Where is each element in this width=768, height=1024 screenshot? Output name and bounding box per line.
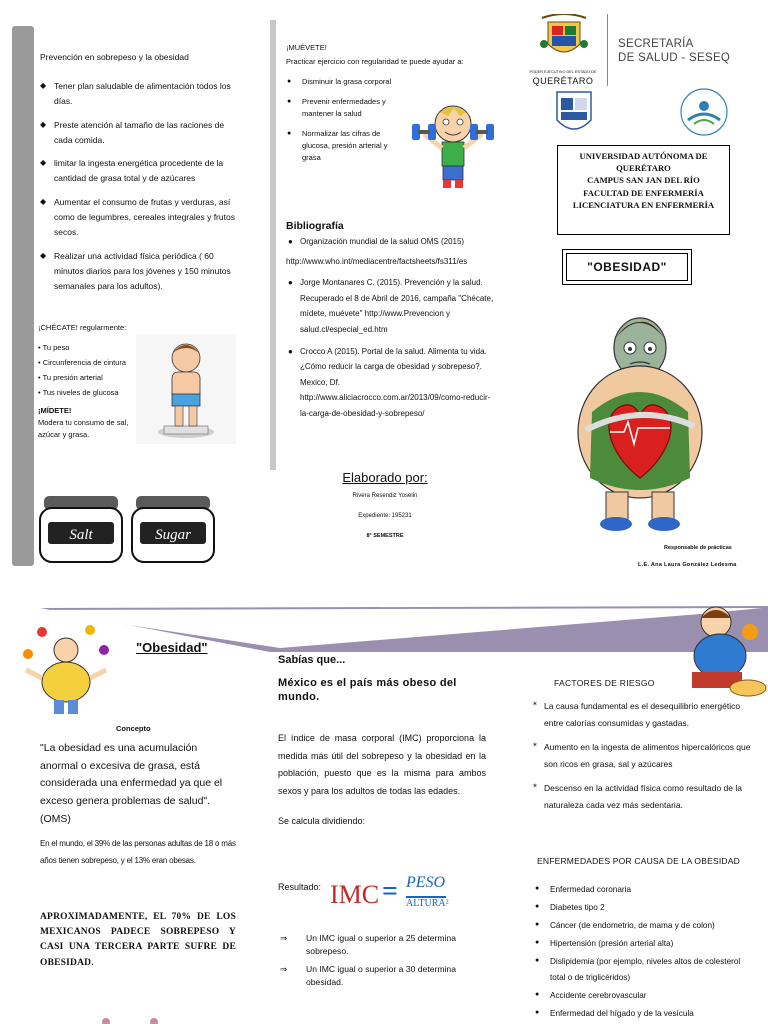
prevention-column: [40, 50, 236, 302]
midete-text: Modera tu consumo de sal, azúcar y grasa.: [38, 418, 129, 439]
queretaro-coat-of-arms: [538, 14, 590, 64]
author-name: Rivera Resendiz Yoselin: [352, 493, 418, 499]
resultado-label: Resultado:: [278, 882, 322, 892]
list-item: ● Disminuir la grasa corporal: [286, 76, 404, 88]
list-item: ● Jorge Montanares C. (2015). Prevención y la salud. Recuperado el 8 de Abril de 2016, campaña "Chécate, mídete, muévete" http://www.Prevencion y salud.cl/especial_ed.htm: [288, 278, 494, 334]
uaq-shield-logo: [555, 90, 593, 138]
bibliography-section: [286, 220, 498, 422]
checate-section: [38, 322, 134, 441]
checate-item: • Circunferencia de cintura: [38, 358, 127, 367]
list-item: ● Accidente cerebrovascular: [534, 988, 752, 1004]
list-item: ◆ Preste atención al tamaño de las raciones de cada comida.: [40, 118, 236, 148]
list-item: ⇒ Un IMC igual o superior a 30 determina obesidad.: [278, 963, 488, 990]
list-item: ● Prevenir enfermedades y mantener la salud: [286, 96, 404, 120]
formula-imc: IMC: [330, 880, 380, 909]
enfermeria-logo: [676, 86, 732, 138]
checate-item: • Tu peso: [38, 343, 70, 352]
brochure-title-box: [562, 249, 692, 285]
list-item: ● Enfermedad coronaria: [534, 882, 752, 898]
fold-line: [270, 20, 276, 470]
bottom-title: "Obesidad": [136, 640, 208, 655]
list-item: ✶ Descenso en la actividad física como resultado de la naturaleza cada vez más sedentaria.: [532, 780, 752, 815]
concepto-label: Concepto: [116, 724, 151, 733]
mexico-stat: APROXIMADAMENTE, EL 70% DE LOS MEXICANOS PADECE SOBREPESO Y CASI UNA TERCERA PARTE SUFRE DE OBESIDAD.: [40, 912, 236, 968]
checate-item: • Tus niveles de glucosa: [38, 388, 119, 397]
world-stat: En el mundo, el 39% de las personas adultas de 18 o más años tienen sobrepeso, y el 13% eran obesas.: [40, 839, 236, 865]
muevete-list: [286, 76, 404, 164]
midete-title: ¡MÍDETE!: [38, 406, 72, 415]
list-item: ◆ Realizar una actividad física periódica ( 60 minutos diarios para los jóvenes y 150 minutos semanales para los adultos).: [40, 249, 236, 294]
responsable-label: Responsable de prácticas: [664, 545, 732, 551]
partial-illustration-bottom: [96, 1016, 166, 1024]
queretaro-label: QUERÉTARO: [532, 76, 594, 86]
bibliography-list: [286, 234, 498, 422]
bottom-sheet: [0, 580, 768, 1024]
obese-man-heart-illustration: [566, 302, 716, 534]
formula-numerator: PESO: [406, 874, 446, 891]
list-item: http://www.who.int/mediacentre/factsheets/fs311/es: [286, 256, 468, 266]
university-line: UNIVERSIDAD AUTÓNOMA DE QUERÉTARO: [579, 151, 708, 174]
expediente: Expediente: 195231: [358, 513, 412, 519]
list-item: ● Normalizar las cifras de glucosa, presión arterial y grasa: [286, 128, 404, 164]
boy-scale-illustration: [136, 334, 236, 444]
university-line: LICENCIATURA EN ENFERMERÍA: [572, 199, 715, 210]
list-item: ● Cáncer (de endometrio, de mama y de colon): [534, 918, 752, 934]
muevete-intro: Practicar ejercicio con regularidad te puede ayudar a:: [286, 57, 464, 66]
mexico-fact: México es el país más obeso del mundo.: [278, 677, 457, 704]
university-line: CAMPUS SAN JAN DEL RÍO: [587, 175, 700, 186]
list-item: ◆ limitar la ingesta energética procedente de la cantidad de grasa total y de azúcares: [40, 156, 236, 186]
prevention-list: [40, 79, 236, 294]
purple-header-band: [0, 604, 768, 656]
list-item: ● Enfermedad del hígado y de la vesícula: [534, 1006, 752, 1022]
logo-divider: [607, 14, 608, 86]
factores-title: FACTORES DE RIESGO: [554, 678, 655, 688]
university-line: FACULTAD DE ENFERMERÍA: [583, 187, 704, 198]
list-item: ◆ Tener plan saludable de alimentación todos los días.: [40, 79, 236, 109]
formula-denominator: ALTURA²: [406, 898, 449, 909]
secretaria-logo-text: [618, 38, 730, 66]
enfermedades-list: [534, 882, 752, 1024]
list-item: ● Crocco A (2015). Portal de la salud. Alimenta tu vida. ¿Cómo reducir la carga de obesidad y sobrepeso?. Mexico, Df. http://www.aliciacrocco.com.ar/2013/09/como-reducir-la-carga-de-obesidad-y-sobrepeso/: [288, 346, 491, 418]
factores-list: [532, 698, 752, 821]
list-item: ● Dislipidemia (por ejemplo, niveles altos de colesterol total o de triglicéridos): [534, 954, 752, 986]
sugar-label: Sugar: [155, 527, 191, 543]
muevete-title: ¡MUÉVETE!: [286, 43, 327, 52]
left-binding-strip: [12, 26, 34, 566]
boy-dumbbells-illustration: [410, 100, 496, 192]
university-box: [557, 145, 730, 235]
elaborado-title: Elaborado por:: [342, 470, 428, 485]
checate-title: ¡CHÉCATE! regularmente:: [38, 323, 127, 332]
list-item: ◆ Aumentar el consumo de frutas y verduras, así como de legumbres, cereales integrales y frutos secos.: [40, 195, 236, 240]
secretaria-line2: DE SALUD - SESEQ: [618, 51, 731, 64]
junk-food-boy-illustration: [20, 620, 112, 720]
list-item: ⇒ Un IMC igual o superior a 25 determina sobrepeso.: [278, 932, 488, 959]
list-item: ✶ La causa fundamental es el desequilibrio energético entre calorías consumidas y gastadas.: [532, 698, 752, 733]
salt-sugar-jars-illustration: [38, 492, 216, 568]
list-item: ✶ Aumento en la ingesta de alimentos hipercalóricos que son ricos en grasa, sal y azúcares: [532, 739, 752, 774]
elaborado-section: [310, 470, 460, 539]
list-item: ● Diabetes tipo 2: [534, 900, 752, 916]
enfermedades-title: ENFERMEDADES POR CAUSA DE LA OBESIDAD: [537, 856, 740, 866]
gov-small-text: PODER EJECUTIVO DEL ESTADO DE: [529, 70, 597, 74]
checate-item: • Tu presión arterial: [38, 373, 103, 382]
list-item: ● Hipertensión (presión arterial alta): [534, 936, 752, 952]
formula-equals: =: [382, 876, 398, 907]
list-item: ● Organización mundial de la salud OMS (2015): [288, 237, 465, 246]
imc-text: El índice de masa corporal (IMC) proporciona la medida más útil del sobrepeso y la obesidad en la población, puesto que es la misma para ambos sexos y para los adultos de todas las edades.: [278, 733, 486, 796]
calc-text: Se calcula dividiendo:: [278, 816, 366, 826]
salt-label: Salt: [69, 527, 93, 543]
semestre: 8° SEMESTRE: [366, 533, 404, 539]
definition-text: "La obesidad es una acumulación anormal o excesiva de grasa, está considerada una enfermedad ya que el exceso genera problemas de salud". (OMS): [40, 742, 223, 825]
responsable-name: L.E. Ana Laura González Ledesma: [638, 562, 737, 568]
sabias-title: Sabías que...: [278, 654, 346, 666]
secretaria-line1: SECRETARÍA: [618, 38, 694, 50]
bibliography-title: Bibliografía: [286, 220, 344, 232]
boy-eating-illustration: [684, 602, 768, 700]
imc-results-list: [278, 932, 488, 989]
brochure-title: "OBESIDAD": [566, 253, 688, 281]
prevention-title: Prevención en sobrepeso y la obesidad: [40, 52, 189, 62]
